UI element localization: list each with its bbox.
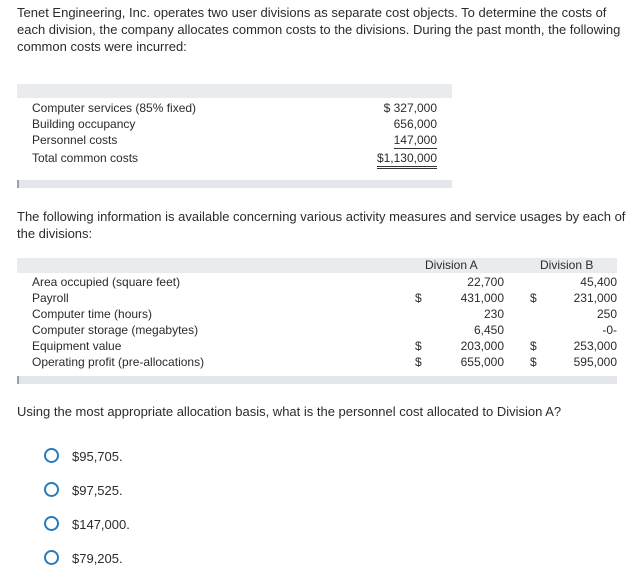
question-text: Using the most appropriate allocation basis, what is the personnel cost allocated to Division A? <box>17 404 562 419</box>
table-footer-bar <box>17 376 617 384</box>
option-label[interactable]: $147,000. <box>72 517 130 532</box>
table-row <box>32 322 617 338</box>
value-division-b: 45,400 <box>580 275 617 289</box>
table-row <box>32 100 447 116</box>
row-label: Computer storage (megabytes) <box>32 323 199 337</box>
table-row <box>32 116 447 132</box>
value-division-b: 253,000 <box>573 339 617 353</box>
table-row <box>32 132 447 148</box>
column-header-division-a: Division A <box>425 258 478 272</box>
currency-b: $ <box>530 355 537 369</box>
radio-button[interactable] <box>44 516 59 531</box>
radio-button[interactable] <box>44 550 59 565</box>
option-label[interactable]: $79,205. <box>72 551 123 566</box>
option-label[interactable]: $95,705. <box>72 449 123 464</box>
division-activity-table <box>17 258 617 386</box>
row-label: Computer time (hours) <box>32 307 153 321</box>
row-label: Building occupancy <box>32 117 136 131</box>
radio-button[interactable] <box>44 448 59 463</box>
currency-b: $ <box>530 339 537 353</box>
value-division-b: 231,000 <box>573 291 617 305</box>
intro-paragraph: Tenet Engineering, Inc. operates two user divisions as separate cost objects. To determine the costs of each division, the company allocates common costs to the divisions. During the past month, the following common costs were incurred: <box>17 5 621 54</box>
row-label: Payroll <box>32 291 69 305</box>
radio-button[interactable] <box>44 482 59 497</box>
row-label: Area occupied (square feet) <box>32 275 181 289</box>
value-division-b: -0- <box>602 323 617 337</box>
currency-a: $ <box>415 291 422 305</box>
value-division-b: 595,000 <box>573 355 617 369</box>
option-label[interactable]: $97,525. <box>72 483 123 498</box>
table-row <box>32 306 617 322</box>
table-row <box>32 338 617 354</box>
value-division-a: 655,000 <box>460 355 504 369</box>
currency-a: $ <box>415 339 422 353</box>
value-division-a: 203,000 <box>460 339 504 353</box>
activity-paragraph: The following information is available concerning various activity measures and service usages by each of the divisions: <box>17 209 626 241</box>
column-header-division-b: Division B <box>540 258 594 272</box>
row-label: Total common costs <box>32 151 139 165</box>
row-label: Operating profit (pre-allocations) <box>32 355 205 369</box>
value-division-a: 230 <box>483 307 504 321</box>
table-row <box>32 150 447 166</box>
value-division-a: 22,700 <box>467 275 504 289</box>
currency-b: $ <box>530 291 537 305</box>
value-division-b: 250 <box>596 307 617 321</box>
row-label: Computer services (85% fixed) <box>32 101 197 115</box>
table-row <box>32 274 617 290</box>
row-label: Personnel costs <box>32 133 118 147</box>
table-header-band <box>17 84 452 98</box>
row-amount: $ 327,000 <box>383 101 437 115</box>
value-division-a: 6,450 <box>473 323 504 337</box>
table-footer-bar <box>17 180 452 188</box>
row-amount: $1,130,000 <box>377 150 437 169</box>
common-costs-table <box>17 84 452 190</box>
table-row <box>32 290 617 306</box>
row-label: Equipment value <box>32 339 122 353</box>
row-amount: 147,000 <box>393 133 437 147</box>
currency-a: $ <box>415 355 422 369</box>
table-header-band <box>17 258 617 273</box>
table-row <box>32 354 617 370</box>
row-amount: 656,000 <box>393 117 437 131</box>
value-division-a: 431,000 <box>460 291 504 305</box>
